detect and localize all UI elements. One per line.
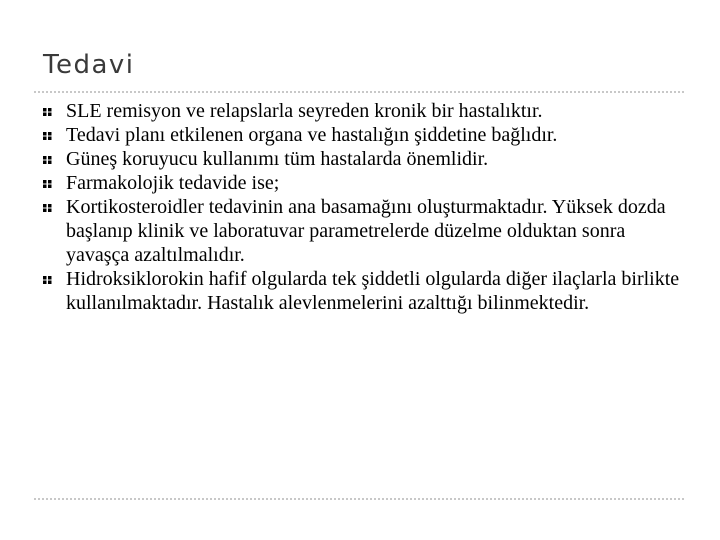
square-bullet-icon bbox=[43, 132, 53, 140]
list-item bbox=[43, 123, 683, 147]
bullet-text: Kortikosteroidler tedavinin ana basamağını oluşturmaktadır. Yüksek dozda başlanıp klinik ve laboratuvar parametrelerde düzelme olduktan sonra yavaşça azaltılmalıdır. bbox=[66, 196, 666, 266]
square-bullet-icon bbox=[43, 276, 53, 284]
bullet-text: Hidroksiklorokin hafif olgularda tek şiddetli olgularda diğer ilaçlarla birlikte kullanılmaktadır. Hastalık alevlenmelerini azalttığı bilinmektedir. bbox=[66, 268, 680, 314]
list-item bbox=[43, 195, 683, 267]
bullet-text: SLE remisyon ve relapslarla seyreden kronik bir hastalıktır. bbox=[66, 100, 543, 122]
square-bullet-icon bbox=[43, 204, 53, 212]
list-item bbox=[43, 99, 683, 123]
list-item bbox=[43, 147, 683, 171]
square-bullet-icon bbox=[43, 108, 53, 116]
list-item bbox=[43, 171, 683, 195]
bullet-list bbox=[43, 99, 683, 315]
square-bullet-icon bbox=[43, 156, 53, 164]
slide-title: Tedavi bbox=[43, 50, 135, 80]
footer-divider bbox=[34, 498, 684, 500]
title-divider bbox=[34, 91, 684, 93]
square-bullet-icon bbox=[43, 180, 53, 188]
list-item bbox=[43, 267, 683, 315]
bullet-text: Güneş koruyucu kullanımı tüm hastalarda önemlidir. bbox=[66, 148, 489, 170]
bullet-text: Tedavi planı etkilenen organa ve hastalığın şiddetine bağlıdır. bbox=[66, 124, 558, 146]
bullet-text: Farmakolojik tedavide ise; bbox=[66, 172, 280, 194]
